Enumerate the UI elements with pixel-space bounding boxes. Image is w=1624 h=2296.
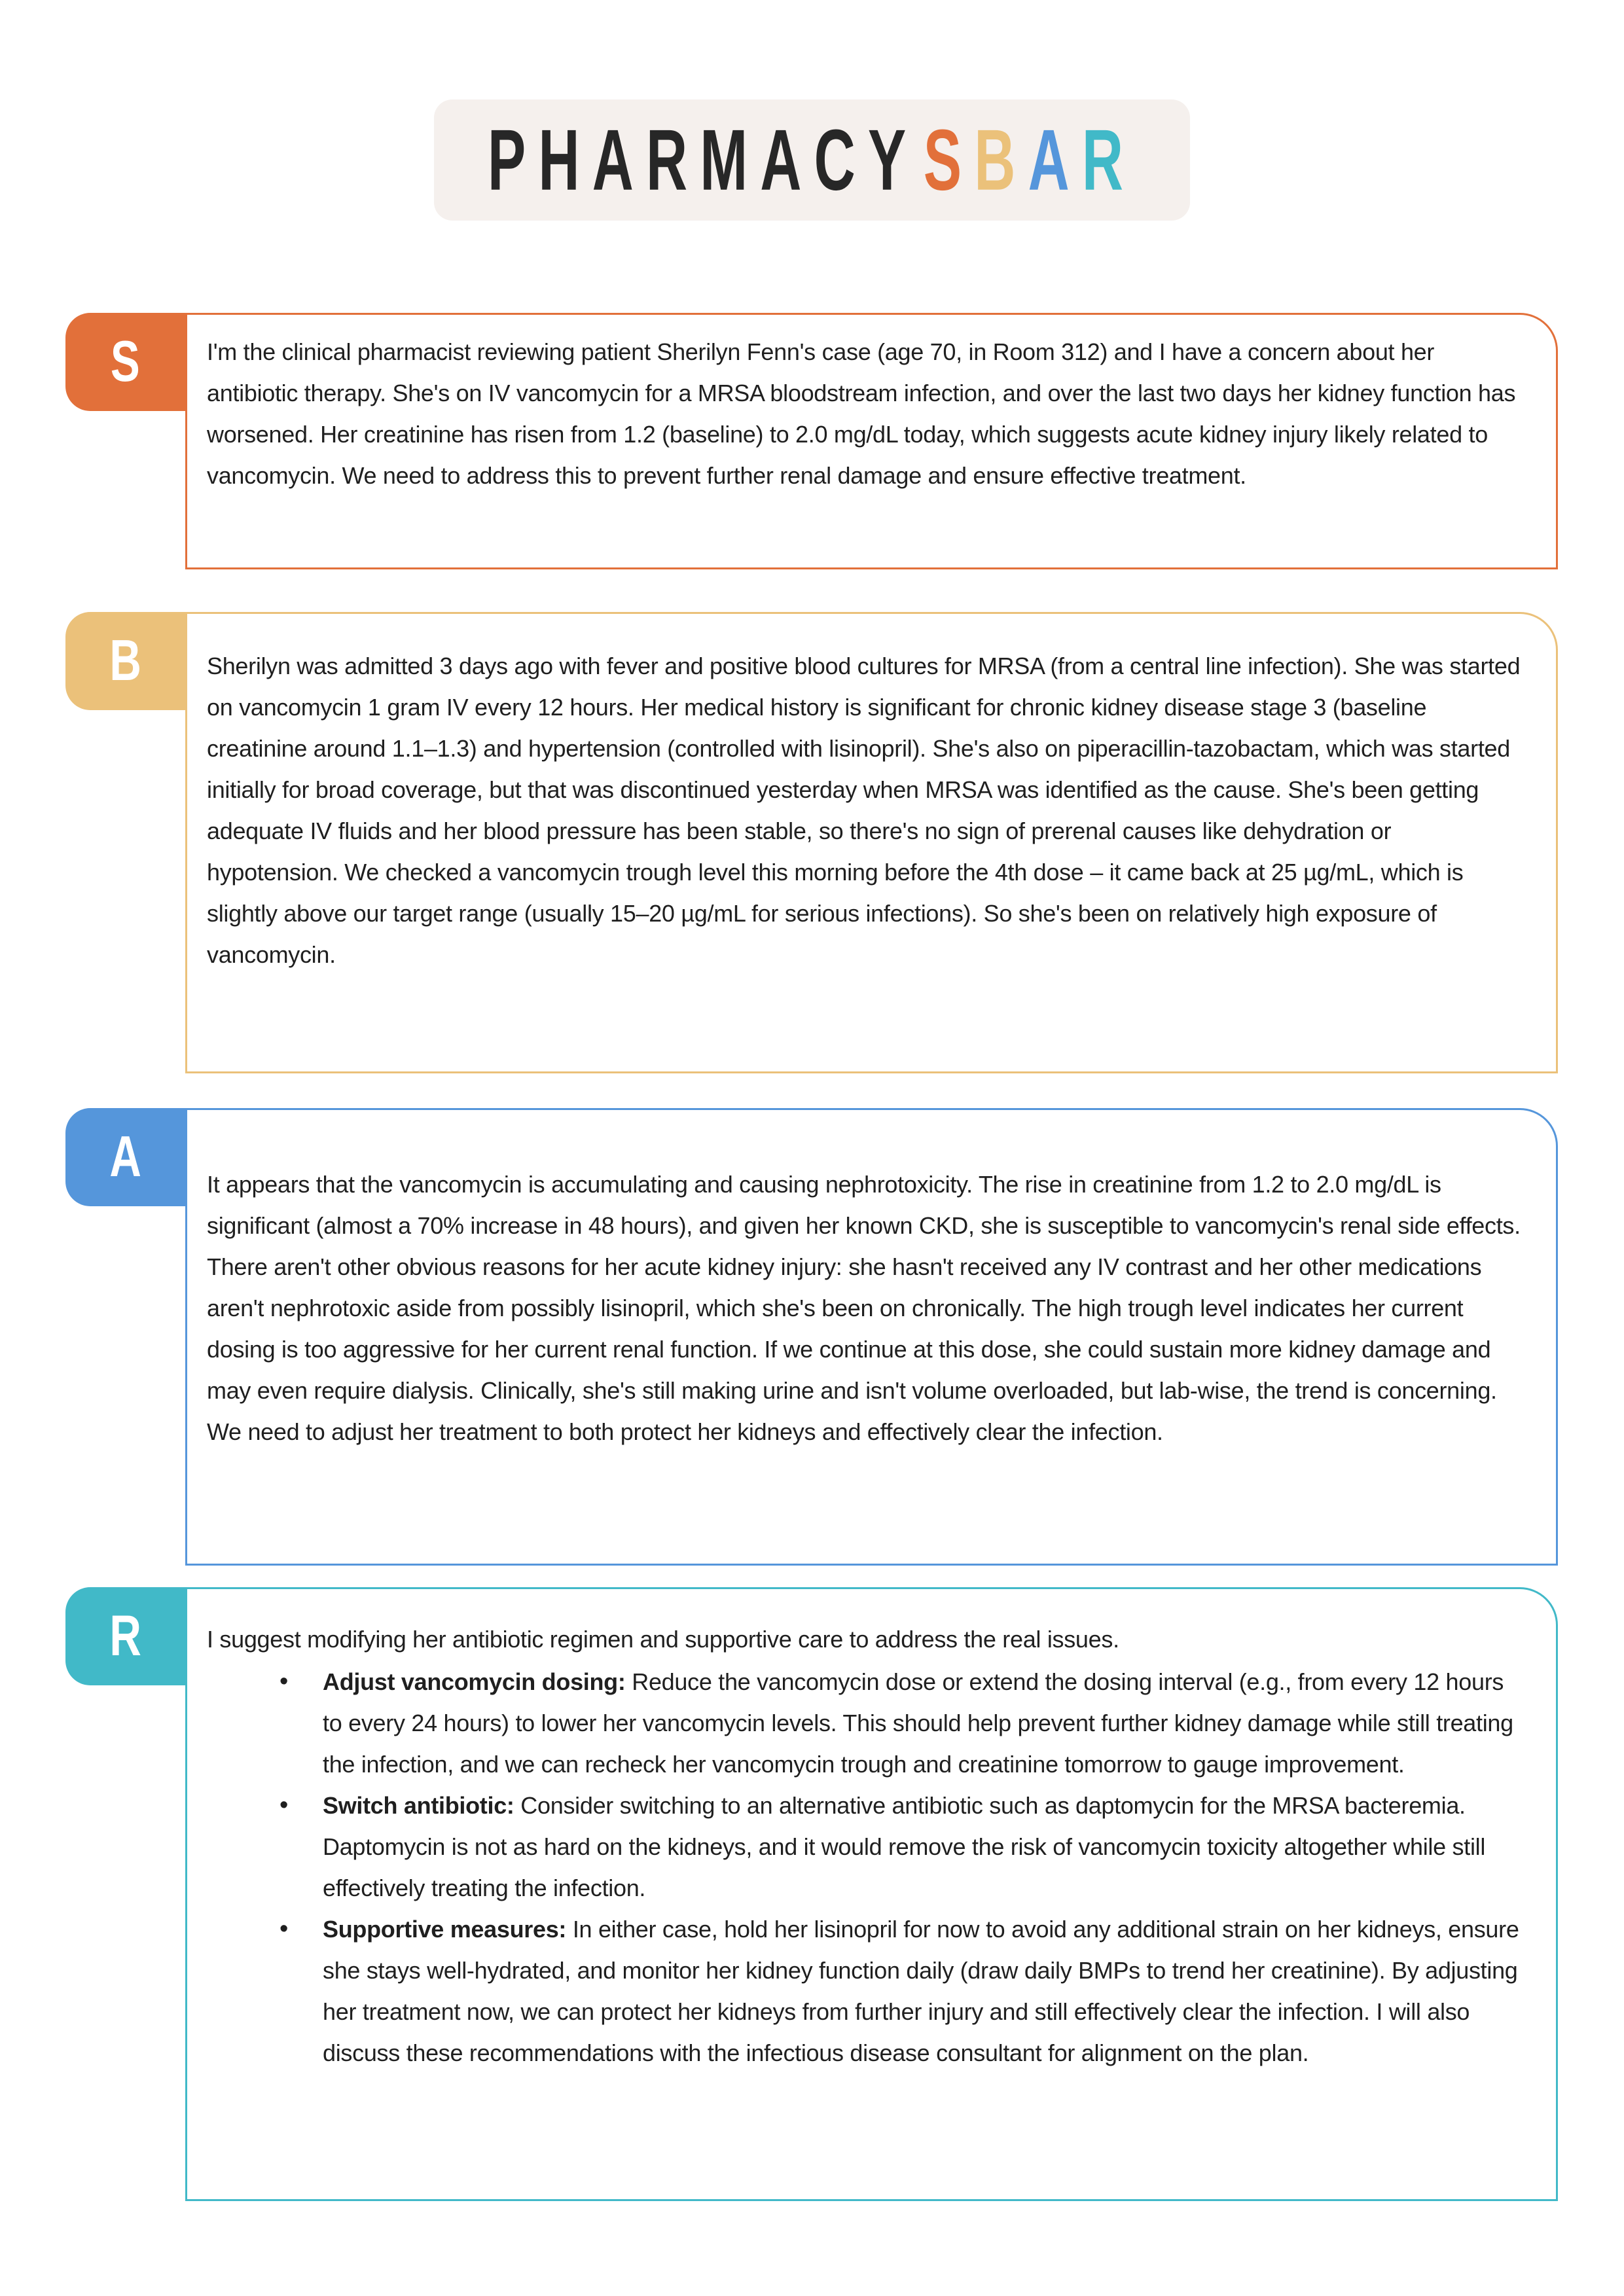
recommendation-box xyxy=(185,1587,1558,2201)
background-badge-letter: B xyxy=(109,628,141,693)
recommendation-item-supportive-text: In either case, hold her lisinopril for now to avoid any additional strain on her kidneys, ensure she stays well-hydrated, and monitor her kidney function daily (draw daily BMPs to trend her creatinine). By adjusting her treatment now, we can protect her kidneys from further injury and still effectively clear the infection. I will also discuss these recommendations with the infectious disease consultant for alignment on the plan. xyxy=(323,1916,1519,2066)
section-situation xyxy=(65,313,1558,569)
situation-box xyxy=(185,313,1558,569)
assessment-text: It appears that the vancomycin is accumulating and causing nephrotoxicity. The rise in creatinine from 1.2 to 2.0 mg/dL is significant (almost a 70% increase in 48 hours), and given her known CKD, she is susceptible to vancomycin's renal side effects. There aren't other obvious reasons for her acute kidney injury: she hasn't received any IV contrast and her other medications aren't nephrotoxic aside from possibly lisinopril, which she's been on chronically. The high trough level indicates her current dosing is too aggressive for her current renal function. If we continue at this dose, she could sustain more kidney damage and may even require dialysis. Clinically, she's still making urine and isn't volume overloaded, but lab-wise, the trend is concerning. We need to adjust her treatment to both protect her kidneys and effectively clear the infection. xyxy=(207,1171,1521,1445)
recommendation-item-switch-label: Switch antibiotic: xyxy=(323,1792,514,1819)
title-letter-s: S xyxy=(924,111,975,209)
recommendation-item-supportive-label: Supportive measures: xyxy=(323,1916,567,1943)
background-badge xyxy=(65,612,185,710)
recommendation-list xyxy=(207,1661,1525,2073)
title-letter-b: B xyxy=(974,111,1029,209)
recommendation-item-dosing-text: Reduce the vancomycin dose or extend the dosing interval (e.g., from every 12 hours to every 24 hours) to lower her vancomycin levels. This should help prevent further kidney damage while still treating the infection, and we can recheck her vancomycin trough and creatinine tomorrow to gauge improvement. xyxy=(323,1668,1513,1778)
recommendation-item-dosing xyxy=(323,1661,1525,1785)
section-assessment xyxy=(65,1108,1558,1566)
assessment-box xyxy=(185,1108,1558,1566)
recommendation-item-switch-text: Consider switching to an alternative antibiotic such as daptomycin for the MRSA bacteremia. Daptomycin is not as hard on the kidneys, and it would remove the risk of vancomycin toxicity altogether while still effectively treating the infection. xyxy=(323,1792,1486,1901)
situation-text: I'm the clinical pharmacist reviewing patient Sherilyn Fenn's case (age 70, in Room 312) and I have a concern about her antibiotic therapy. She's on IV vancomycin for a MRSA bloodstream infection, and over the last two days her kidney function has worsened. Her creatinine has risen from 1.2 (baseline) to 2.0 mg/dL today, which suggests acute kidney injury likely related to vancomycin. We need to address this to prevent further renal damage and ensure effective treatment. xyxy=(207,338,1516,489)
section-recommendation xyxy=(65,1587,1558,2201)
situation-badge-letter: S xyxy=(111,329,140,394)
title-letter-a: A xyxy=(1028,111,1083,209)
title-word-pharmacy: PHARMACY xyxy=(488,111,919,209)
assessment-badge-letter: A xyxy=(109,1124,141,1189)
page-title xyxy=(374,111,1250,209)
recommendation-intro: I suggest modifying her antibiotic regimen and supportive care to address the real issues. xyxy=(207,1626,1119,1653)
sbar-sections xyxy=(0,313,1624,2201)
situation-badge xyxy=(65,313,185,411)
background-box xyxy=(185,612,1558,1073)
background-text: Sherilyn was admitted 3 days ago with fever and positive blood cultures for MRSA (from a central line infection). She was started on vancomycin 1 gram IV every 12 hours. Her medical history is significant for chronic kidney disease stage 3 (baseline creatinine around 1.1–1.3) and hypertension (controlled with lisinopril). She's also on piperacillin-tazobactam, which was started initially for broad coverage, but that was discontinued yesterday when MRSA was identified as the cause. She's been getting adequate IV fluids and her blood pressure has been stable, so there's no sign of prerenal causes like dehydration or hypotension. We checked a vancomycin trough level this morning before the 4th dose – it came back at 25 µg/mL, which is slightly above our target range (usually 15–20 µg/mL for serious infections). So she's been on relatively high exposure of vancomycin. xyxy=(207,653,1521,968)
recommendation-item-supportive xyxy=(323,1909,1525,2073)
section-background xyxy=(65,612,1558,1073)
title-word-sbar xyxy=(924,112,1136,209)
recommendation-badge xyxy=(65,1587,185,1685)
assessment-badge xyxy=(65,1108,185,1206)
recommendation-item-switch xyxy=(323,1785,1525,1909)
title-banner xyxy=(434,99,1190,221)
title-letter-r: R xyxy=(1082,111,1136,209)
recommendation-item-dosing-label: Adjust vancomycin dosing: xyxy=(323,1668,626,1695)
recommendation-badge-letter: R xyxy=(109,1604,141,1668)
page-title-text xyxy=(488,111,1136,209)
